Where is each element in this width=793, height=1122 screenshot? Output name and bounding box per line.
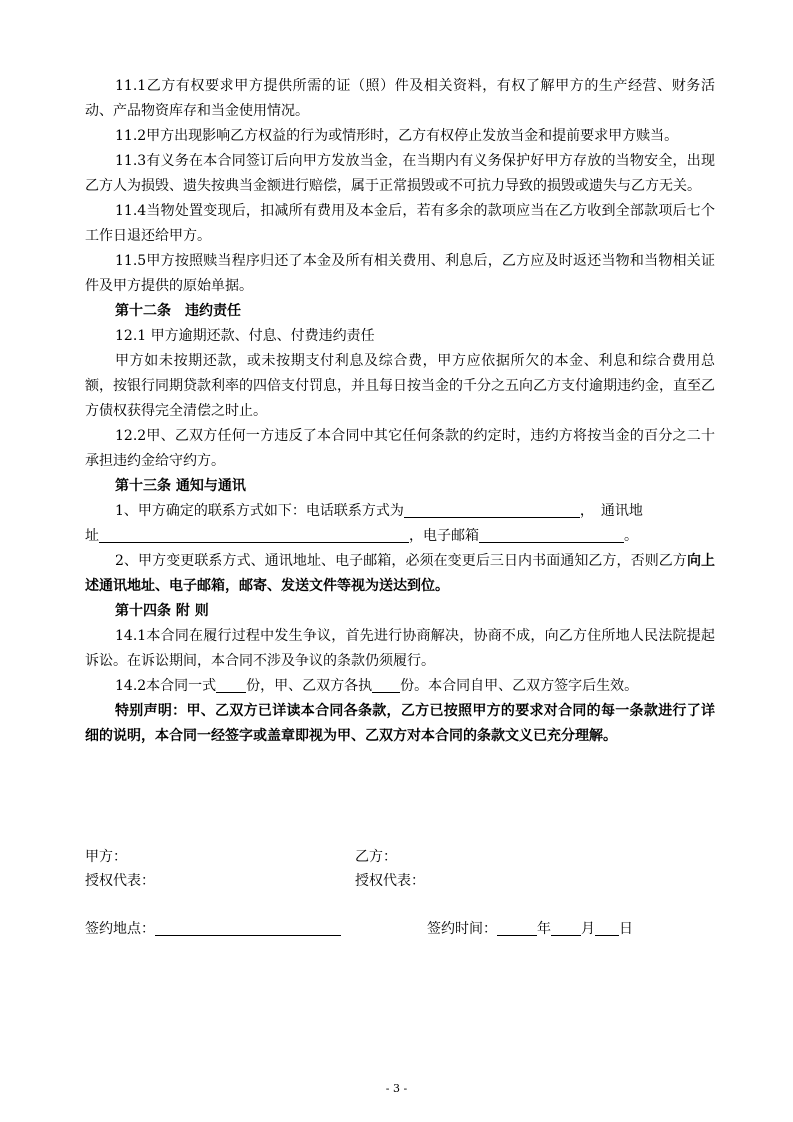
- clause-13-1-cont: 址 ，电子邮箱 。: [85, 528, 638, 544]
- year-blank[interactable]: [497, 919, 537, 936]
- clause-11-4: 11.4当物处置变现后，扣减所有费用及本金后，若有多余的款项应当在乙方收到全部款项后七个工作日退还给甲方。: [85, 203, 715, 244]
- day-blank[interactable]: [595, 919, 619, 936]
- clause-14-1: 14.1本合同在履行过程中发生争议，首先进行协商解决，协商不成，向乙方住所地人民法院提起诉讼。在诉讼期间，本合同不涉及争议的条款仍须履行。: [85, 628, 715, 669]
- article-12-heading: 第十二条 违约责任: [115, 303, 241, 319]
- article-14-heading: 第十四条 附 则: [115, 603, 209, 619]
- each-copies-blank[interactable]: [372, 676, 400, 693]
- sign-place: 签约地点：: [85, 918, 341, 940]
- email-blank[interactable]: [479, 526, 624, 543]
- clause-11-1: 11.1乙方有权要求甲方提供所需的证（照）件及相关资料，有权了解甲方的生产经营、财务活动、产品物资库存和当金使用情况。: [85, 78, 715, 119]
- contract-body: [85, 74, 715, 749]
- rep-b-label: 授权代表：: [355, 873, 425, 889]
- sign-time: 签约时间： 年 月 日: [427, 921, 633, 937]
- phone-blank[interactable]: [404, 501, 580, 518]
- party-b-label: 乙方：: [355, 849, 397, 865]
- sign-place-blank[interactable]: [155, 919, 341, 936]
- clause-12-2: 12.2甲、乙双方任何一方违反了本合同中其它任何条款的约定时，违约方将按当金的百分之二十承担违约金给守约方。: [85, 428, 715, 469]
- copies-blank[interactable]: [216, 676, 246, 693]
- rep-a-label: 授权代表：: [85, 873, 155, 889]
- clause-12-1: 12.1 甲方逾期还款、付息、付费违约责任: [115, 328, 375, 344]
- clause-13-2: 2、甲方变更联系方式、通讯地址、电子邮箱，必须在变更后三日内书面通知乙方，否则乙方向上述通讯地址、电子邮箱，邮寄、发送文件等视为送达到位。: [85, 553, 716, 594]
- clause-12-1-body: 甲方如未按期还款，或未按期支付利息及综合费，甲方应依据所欠的本金、利息和综合费用总额，按银行同期贷款利率的四倍支付罚息，并且每日按当金的千分之五向乙方支付逾期违约金，直至乙方债权获得完全清偿之时止。: [85, 353, 715, 419]
- clause-13-1: 1、甲方确定的联系方式如下：电话联系方式为 ， 通讯地: [115, 503, 643, 519]
- special-notice: 特别声明：甲、乙双方已详读本合同各条款，乙方已按照甲方的要求对合同的每一条款进行了详细的说明，本合同一经签字或盖章即视为甲、乙双方对本合同的条款文义已充分理解。: [85, 703, 715, 744]
- clause-11-2: 11.2甲方出现影响乙方权益的行为或情形时，乙方有权停止发放当金和提前要求甲方赎当。: [115, 128, 679, 144]
- party-a-label: 甲方：: [85, 849, 127, 865]
- clause-11-5: 11.5甲方按照赎当程序归还了本金及所有相关费用、利息后，乙方应及时返还当物和当物相关证件及甲方提供的原始单据。: [85, 253, 715, 294]
- article-13-heading: 第十三条 通知与通讯: [115, 478, 246, 494]
- clause-14-2: 14.2本合同一式 份，甲、乙双方各执 份。本合同自甲、乙双方签字后生效。: [115, 678, 639, 694]
- month-blank[interactable]: [551, 919, 581, 936]
- clause-11-3: 11.3有义务在本合同签订后向甲方发放当金，在当期内有义务保护好甲方存放的当物安全，出现乙方人为损毁、遗失按典当金额进行赔偿，属于正常损毁或不可抗力导致的损毁或遗失与乙方无关。: [85, 153, 715, 194]
- address-blank[interactable]: [99, 526, 409, 543]
- page-number: - 3 -: [385, 1082, 408, 1095]
